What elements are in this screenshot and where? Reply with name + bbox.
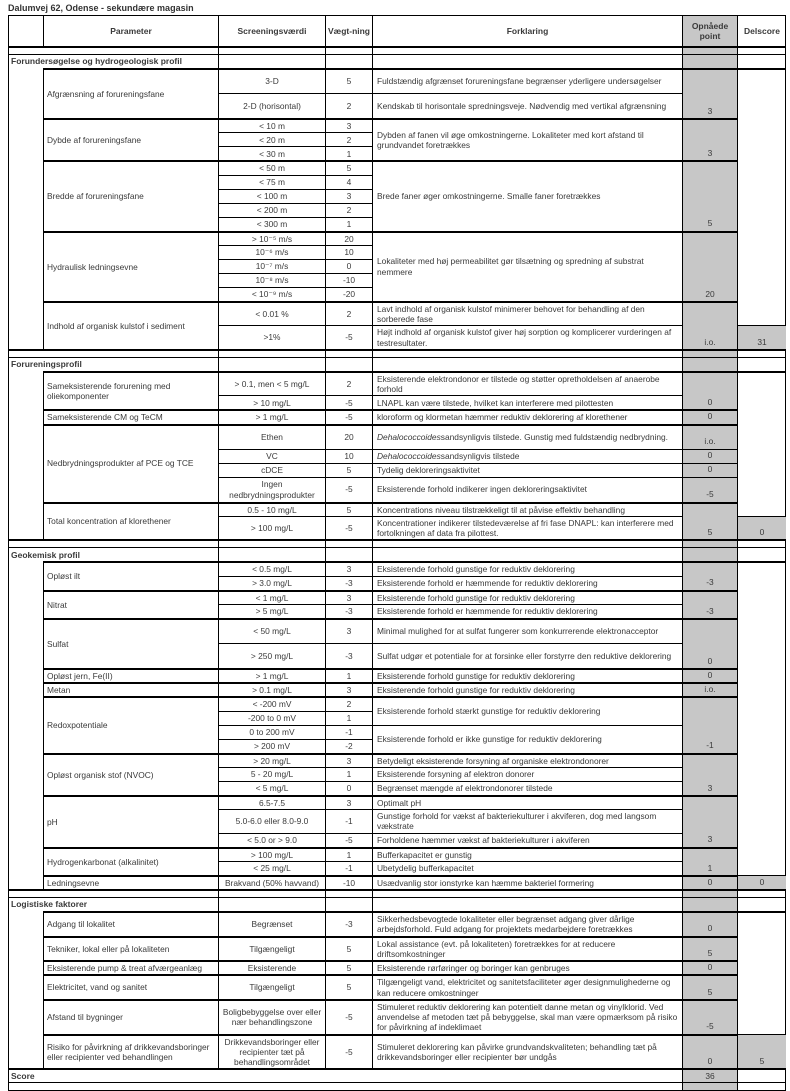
explanation-cell: Stimuleret deklorering kan påvirke grundvandskvaliteten; behandling tæt på drikkevandsboringer eller recipienter bør undgås: [373, 1034, 683, 1069]
weight-cell: 1: [326, 711, 373, 725]
explanation-cell: Betydeligt eksisterende forsyning af organiske elektrondonorer: [373, 753, 683, 767]
spacer-cell: [326, 539, 373, 547]
screening-value-cell: < 30 m: [219, 146, 326, 160]
points-cell: 3: [683, 118, 738, 160]
weight-cell: 1: [326, 217, 373, 231]
weight-cell: 3: [326, 590, 373, 604]
screening-value-cell: > 5 mg/L: [219, 604, 326, 618]
indent-cell: [9, 68, 44, 349]
screening-value-cell: > 0.1, men < 5 mg/L: [219, 371, 326, 396]
header-weight: Vægt-ning: [326, 16, 373, 46]
section-fill: [326, 54, 373, 68]
parameter-cell: Afstand til bygninger: [44, 999, 219, 1034]
screening-value-cell: 2-D (horisontal): [219, 93, 326, 118]
section-points-fill: [683, 547, 738, 561]
parameter-cell: Adgang til lokalitet: [44, 911, 219, 936]
spacer-delscore-cell: [738, 349, 786, 357]
explanation-cell: Eksisterende forhold gunstige for reduktiv deklorering: [373, 682, 683, 696]
indent-cell: [9, 371, 44, 540]
points-cell: -3: [683, 590, 738, 618]
points-cell: 5: [683, 936, 738, 961]
header-parameter: Parameter: [44, 16, 219, 46]
spacer-cell: [9, 539, 219, 547]
weight-cell: 0: [326, 259, 373, 273]
explanation-cell: Eksisterende rørføringer og boringer kan genbruges: [373, 960, 683, 974]
explanation-cell: Stimuleret reduktiv deklorering kan potentielt danne metan og vinylklorid. Ved anvendelse af metoden tæt på bebyggelse, skal man være opmærksom på risiko for påvirkning af indeklimaet: [373, 999, 683, 1034]
indent-cell: [9, 911, 44, 1068]
points-cell: 0: [683, 409, 738, 423]
explanation-cell: Eksisterende forhold gunstige for reduktiv deklorering: [373, 561, 683, 575]
score-value: 36: [683, 1068, 738, 1082]
screening-value-cell: < 75 m: [219, 175, 326, 189]
parameter-cell: Bredde af forureningsfane: [44, 160, 219, 230]
parameter-cell: Sameksisterende forurening med oliekomponenter: [44, 371, 219, 410]
parameter-cell: Sulfat: [44, 618, 219, 668]
explanation-cell: Sikkerhedsbevogtede lokaliteter eller begrænset adgang giver dårlige arbejdsforhold. Fuld adgang for projektets medarbejdere foretrækkes: [373, 911, 683, 936]
header-delscore: Delscore: [744, 25, 780, 36]
explanation-cell: Eksisterende forhold stærkt gunstige for reduktiv deklorering: [373, 696, 683, 724]
spacer-delscore-cell: [738, 539, 786, 547]
screening-value-cell: < 200 m: [219, 203, 326, 217]
section-title: Geokemisk profil: [9, 547, 219, 561]
screening-value-cell: Drikkevandsboringer eller recipienter tæt på behandlingsområdet: [219, 1034, 326, 1069]
parameter-cell: Hydraulisk ledningsevne: [44, 231, 219, 301]
explanation-cell: Gunstige forhold for vækst af bakteriekulturer i akviferen, dog med langsom vækstrate: [373, 809, 683, 833]
weight-cell: 5: [326, 960, 373, 974]
screening-value-cell: Ethen: [219, 424, 326, 449]
weight-cell: 4: [326, 175, 373, 189]
points-cell: 5: [683, 160, 738, 230]
parameter-cell: Ledningsevne: [44, 875, 219, 889]
points-cell: -5: [683, 477, 738, 502]
delscore-fill: [738, 68, 786, 93]
document-title: Dalumvej 62, Odense - sekundære magasin: [8, 3, 194, 13]
spacer-delscore-cell: [738, 46, 786, 54]
screening-value-cell: -200 to 0 mV: [219, 711, 326, 725]
screening-value-cell: > 1 mg/L: [219, 668, 326, 682]
parameter-cell: Afgrænsning af forureningsfane: [44, 68, 219, 118]
parameter-cell: Sameksisterende CM og TeCM: [44, 409, 219, 423]
explanation-cell: kloroform og klormetan hæmmer reduktiv deklorering af klorethener: [373, 409, 683, 423]
weight-cell: 5: [326, 974, 373, 999]
explanation-cell: Sulfat udgør et potentiale for at forsinke eller forstyrre den reduktive deklorering: [373, 643, 683, 668]
delscore-fill: [738, 561, 786, 575]
explanation-cell: Eksisterende forhold er hæmmende for reduktiv deklorering: [373, 576, 683, 590]
spacer-cell: [373, 539, 683, 547]
header-explanation: Forklaring: [373, 16, 683, 46]
explanation-cell: Højt indhold af organisk kulstof giver høj sorption og komplicerer vurderingen af testresultater.: [373, 325, 683, 349]
weight-cell: -5: [326, 833, 373, 847]
parameter-cell: Redoxpotentiale: [44, 696, 219, 752]
screening-value-cell: Ingen nedbrydningsprodukter: [219, 477, 326, 502]
parameter-cell: Indhold af organisk kulstof i sediment: [44, 301, 219, 349]
screening-value-cell: > 3.0 mg/L: [219, 576, 326, 590]
spacer-cell: [373, 349, 683, 357]
weight-cell: 2: [326, 203, 373, 217]
screening-value-cell: < 25 mg/L: [219, 861, 326, 875]
points-cell: 20: [683, 231, 738, 301]
header-screening-value: Screeningsværdi: [219, 16, 326, 46]
explanation-cell: Eksisterende forhold indikerer ingen dekloreringsaktivitet: [373, 477, 683, 502]
spacer-points-cell: [683, 539, 738, 547]
points-cell: 1: [683, 847, 738, 875]
section-fill: [738, 54, 786, 68]
explanation-cell: Ubetydelig bufferkapacitet: [373, 861, 683, 875]
screening-value-cell: >1%: [219, 325, 326, 349]
parameter-cell: Hydrogenkarbonat (alkalinitet): [44, 847, 219, 875]
explanation-cell: Minimal mulighed for at sulfat fungerer som konkurrerende elektronacceptor: [373, 618, 683, 643]
weight-cell: 3: [326, 618, 373, 643]
bottom-spacer: [9, 1082, 683, 1090]
screening-value-cell: > 250 mg/L: [219, 643, 326, 668]
spacer-cell: [326, 349, 373, 357]
weight-cell: -3: [326, 576, 373, 590]
weight-cell: 2: [326, 93, 373, 118]
parameter-cell: Nedbrydningsprodukter af PCE og TCE: [44, 424, 219, 502]
screening-value-cell: > 0.1 mg/L: [219, 682, 326, 696]
parameter-cell: Risiko for påvirkning af drikkevandsboringer eller recipienter ved behandlingen: [44, 1034, 219, 1069]
screening-value-cell: 3-D: [219, 68, 326, 93]
parameter-cell: Opløst organisk stof (NVOC): [44, 753, 219, 795]
screening-value-cell: Eksisterende: [219, 960, 326, 974]
explanation-cell: Begrænset mængde af elektrondonorer tilstede: [373, 781, 683, 795]
weight-cell: -1: [326, 809, 373, 833]
points-cell: i.o.: [683, 682, 738, 696]
weight-cell: -10: [326, 273, 373, 287]
section-fill: [373, 54, 683, 68]
screening-value-cell: cDCE: [219, 463, 326, 477]
explanation-cell: Tydelig dekloreringsaktivitet: [373, 463, 683, 477]
parameter-cell: Elektricitet, vand og sanitet: [44, 974, 219, 999]
spacer-points-cell: [683, 46, 738, 54]
screening-value-cell: < -200 mV: [219, 696, 326, 710]
points-cell: i.o.: [683, 301, 738, 349]
screening-value-cell: > 10 mg/L: [219, 395, 326, 409]
weight-cell: 2: [326, 696, 373, 710]
screening-table: [8, 15, 786, 1091]
explanation-cell: Eksisterende forhold gunstige for reduktiv deklorering: [373, 668, 683, 682]
weight-cell: -1: [326, 861, 373, 875]
weight-cell: 2: [326, 132, 373, 146]
weight-cell: -5: [326, 409, 373, 423]
spacer-cell: [326, 46, 373, 54]
delscore-cell: 0: [738, 875, 786, 889]
explanation-cell: Forholdene hæmmer vækst af bakteriekulturer i akviferen: [373, 833, 683, 847]
screening-value-cell: Tilgængeligt: [219, 936, 326, 961]
section-points-fill: [683, 357, 738, 371]
spacer-cell: [219, 539, 326, 547]
spacer-cell: [373, 46, 683, 54]
parameter-cell: Eksisterende pump & treat afværgeanlæg: [44, 960, 219, 974]
points-cell: 0: [683, 463, 738, 477]
weight-cell: -5: [326, 516, 373, 540]
weight-cell: -5: [326, 395, 373, 409]
points-cell: 3: [683, 68, 738, 118]
screening-value-cell: > 1 mg/L: [219, 409, 326, 423]
screening-value-cell: 0 to 200 mV: [219, 725, 326, 739]
weight-cell: 3: [326, 753, 373, 767]
spacer-delscore-cell: [738, 889, 786, 897]
screening-value-cell: < 10 m: [219, 118, 326, 132]
explanation-cell: Eksisterende forhold er ikke gunstige for reduktiv deklorering: [373, 725, 683, 753]
section-fill: [219, 357, 326, 371]
spacer-points-cell: [683, 349, 738, 357]
score-delscore-fill: [738, 1068, 786, 1082]
explanation-cell: Lokaliteter med høj permeabilitet gør tilsætning og spredning af substrat nemmere: [373, 231, 683, 301]
section-title: Forureningsprofil: [9, 357, 219, 371]
weight-cell: 3: [326, 189, 373, 203]
weight-cell: 2: [326, 371, 373, 396]
points-cell: 0: [683, 668, 738, 682]
screening-value-cell: 0.5 - 10 mg/L: [219, 502, 326, 516]
weight-cell: 5: [326, 502, 373, 516]
weight-cell: 10: [326, 449, 373, 463]
spacer-cell: [219, 349, 326, 357]
points-cell: 0: [683, 371, 738, 410]
explanation-cell: Dehalococcoides sandsynligvis tilstede. Gunstig med fuldstændig nedbrydning.: [373, 424, 683, 449]
weight-cell: 3: [326, 795, 373, 809]
points-cell: 5: [683, 974, 738, 999]
weight-cell: 10: [326, 245, 373, 259]
points-cell: 5: [683, 502, 738, 540]
weight-cell: 5: [326, 936, 373, 961]
points-cell: 0: [683, 618, 738, 668]
parameter-cell: Opløst ilt: [44, 561, 219, 589]
section-title: Logistiske faktorer: [9, 897, 219, 911]
header-corner-cell: [9, 16, 44, 46]
screening-value-cell: < 300 m: [219, 217, 326, 231]
screening-value-cell: 5 - 20 mg/L: [219, 767, 326, 781]
weight-cell: -2: [326, 739, 373, 753]
explanation-cell: Usædvanlig stor ionstyrke kan hæmme bakteriel formering: [373, 875, 683, 889]
explanation-cell: Dehalococcoides sandsynligvis tilstede: [373, 449, 683, 463]
weight-cell: 5: [326, 160, 373, 174]
weight-cell: 3: [326, 682, 373, 696]
spacer-cell: [9, 889, 219, 897]
screening-value-cell: Boligbebyggelse over eller nær behandlingszone: [219, 999, 326, 1034]
spacer-cell: [9, 349, 219, 357]
weight-cell: 5: [326, 463, 373, 477]
explanation-cell: LNAPL kan være tilstede, hvilket kan interferere med pilottesten: [373, 395, 683, 409]
explanation-cell: Kendskab til horisontale spredningsveje. Nødvendig med vertikal afgrænsning: [373, 93, 683, 118]
section-fill: [373, 357, 683, 371]
weight-cell: 1: [326, 146, 373, 160]
screening-value-cell: > 100 mg/L: [219, 847, 326, 861]
points-cell: -1: [683, 696, 738, 752]
weight-cell: -10: [326, 875, 373, 889]
section-title: Forundersøgelse og hydrogeologisk profil: [9, 54, 219, 68]
screening-value-cell: > 100 mg/L: [219, 516, 326, 540]
screening-value-cell: < 20 m: [219, 132, 326, 146]
weight-cell: -5: [326, 999, 373, 1034]
parameter-cell: Tekniker, lokal eller på lokaliteten: [44, 936, 219, 961]
screening-value-cell: 10⁻⁷ m/s: [219, 259, 326, 273]
section-fill: [326, 357, 373, 371]
explanation-cell: Koncentrationer indikerer tilstedeværelse af fri fase DNAPL: kan interferere med fortolkningen af data fra pilottest.: [373, 516, 683, 540]
explanation-cell: Optimalt pH: [373, 795, 683, 809]
explanation-cell: Eksisterende forsyning af elektron donorer: [373, 767, 683, 781]
explanation-cell: Eksisterende forhold er hæmmende for reduktiv deklorering: [373, 604, 683, 618]
header-points: Opnåede point: [683, 16, 738, 46]
delscore-fill: [738, 371, 786, 396]
explanation-cell: Fuldstændig afgrænset forureningsfane begrænser yderligere undersøgelser: [373, 68, 683, 93]
screening-value-cell: < 100 m: [219, 189, 326, 203]
screening-value-cell: < 0.01 %: [219, 301, 326, 326]
points-cell: 3: [683, 795, 738, 847]
weight-cell: -5: [326, 325, 373, 349]
weight-cell: 2: [326, 301, 373, 326]
section-fill: [219, 547, 326, 561]
screening-value-cell: > 200 mV: [219, 739, 326, 753]
parameter-cell: pH: [44, 795, 219, 847]
spacer-cell: [9, 46, 219, 54]
explanation-cell: Lavt indhold af organisk kulstof minimerer behovet for behandling af den sorberede fase: [373, 301, 683, 326]
screening-value-cell: < 5.0 or > 9.0: [219, 833, 326, 847]
delscore-cell: 31: [738, 325, 786, 349]
weight-cell: -5: [326, 1034, 373, 1069]
section-points-fill: [683, 54, 738, 68]
spacer-cell: [326, 889, 373, 897]
weight-cell: 1: [326, 767, 373, 781]
parameter-cell: Metan: [44, 682, 219, 696]
section-fill: [219, 54, 326, 68]
section-fill: [373, 897, 683, 911]
weight-cell: -20: [326, 287, 373, 301]
screening-value-cell: Begrænset: [219, 911, 326, 936]
explanation-cell: Bufferkapacitet er gunstig: [373, 847, 683, 861]
screening-value-cell: < 0.5 mg/L: [219, 561, 326, 575]
weight-cell: 20: [326, 424, 373, 449]
points-cell: 0: [683, 449, 738, 463]
weight-cell: -1: [326, 725, 373, 739]
explanation-cell: Koncentrations niveau tilstrækkeligt til at påvise effektiv behandling: [373, 502, 683, 516]
points-cell: i.o.: [683, 424, 738, 449]
section-fill: [738, 547, 786, 561]
explanation-cell: Eksisterende forhold gunstige for reduktiv deklorering: [373, 590, 683, 604]
weight-cell: -3: [326, 643, 373, 668]
bottom-spacer-points: [683, 1082, 738, 1090]
section-fill: [326, 897, 373, 911]
parameter-cell: Dybde af forureningsfane: [44, 118, 219, 160]
screening-value-cell: < 10⁻⁹ m/s: [219, 287, 326, 301]
screening-value-cell: 5.0-6.0 eller 8.0-9.0: [219, 809, 326, 833]
points-cell: 0: [683, 911, 738, 936]
screening-value-cell: > 20 mg/L: [219, 753, 326, 767]
screening-value-cell: < 50 mg/L: [219, 618, 326, 643]
bottom-spacer-delscore: [738, 1082, 786, 1090]
spacer-points-cell: [683, 889, 738, 897]
spacer-cell: [219, 889, 326, 897]
delscore-fill: [738, 911, 786, 936]
points-cell: 0: [683, 960, 738, 974]
points-cell: 0: [683, 1034, 738, 1069]
weight-cell: 3: [326, 561, 373, 575]
weight-cell: 1: [326, 668, 373, 682]
screening-value-cell: 10⁻⁶ m/s: [219, 245, 326, 259]
explanation-cell: Eksisterende elektrondonor er tilstede og støtter opretholdelsen af anaerobe forhold: [373, 371, 683, 396]
section-fill: [326, 547, 373, 561]
screening-value-cell: Brakvand (50% havvand): [219, 875, 326, 889]
screening-value-cell: < 1 mg/L: [219, 590, 326, 604]
screening-value-cell: 6.5-7.5: [219, 795, 326, 809]
screening-value-cell: VC: [219, 449, 326, 463]
section-fill: [738, 897, 786, 911]
section-fill: [219, 897, 326, 911]
section-points-fill: [683, 897, 738, 911]
parameter-cell: Total koncentration af klorethener: [44, 502, 219, 540]
indent-cell: [9, 561, 44, 889]
screening-value-cell: 10⁻⁸ m/s: [219, 273, 326, 287]
explanation-cell: Tilgængeligt vand, elektricitet og sanitetsfaciliteter øger designmulighederne og kan reducere omkostninger: [373, 974, 683, 999]
section-fill: [738, 357, 786, 371]
weight-cell: -3: [326, 911, 373, 936]
weight-cell: -5: [326, 477, 373, 502]
spacer-cell: [373, 889, 683, 897]
weight-cell: 0: [326, 781, 373, 795]
parameter-cell: Nitrat: [44, 590, 219, 618]
spacer-cell: [219, 46, 326, 54]
explanation-cell: Brede faner øger omkostningerne. Smalle faner foretrækkes: [373, 160, 683, 230]
points-cell: 3: [683, 753, 738, 795]
points-cell: -3: [683, 561, 738, 589]
screening-value-cell: < 5 mg/L: [219, 781, 326, 795]
points-cell: -5: [683, 999, 738, 1034]
points-cell: 0: [683, 875, 738, 889]
weight-cell: 5: [326, 68, 373, 93]
score-label: Score: [9, 1068, 683, 1082]
weight-cell: 3: [326, 118, 373, 132]
weight-cell: -3: [326, 604, 373, 618]
delscore-cell: 0: [738, 516, 786, 540]
weight-cell: 1: [326, 847, 373, 861]
screening-value-cell: < 50 m: [219, 160, 326, 174]
screening-value-cell: > 10⁻⁵ m/s: [219, 231, 326, 245]
section-fill: [373, 547, 683, 561]
explanation-cell: Dybden af fanen vil øge omkostningerne. Lokaliteter med kort afstand til grundvandet foretrækkes: [373, 118, 683, 160]
explanation-cell: Lokal assistance (evt. på lokaliteten) foretrækkes for at reducere driftsomkostninger: [373, 936, 683, 961]
delscore-cell: 5: [738, 1034, 786, 1069]
parameter-cell: Opløst jern, Fe(II): [44, 668, 219, 682]
weight-cell: 20: [326, 231, 373, 245]
screening-value-cell: Tilgængeligt: [219, 974, 326, 999]
